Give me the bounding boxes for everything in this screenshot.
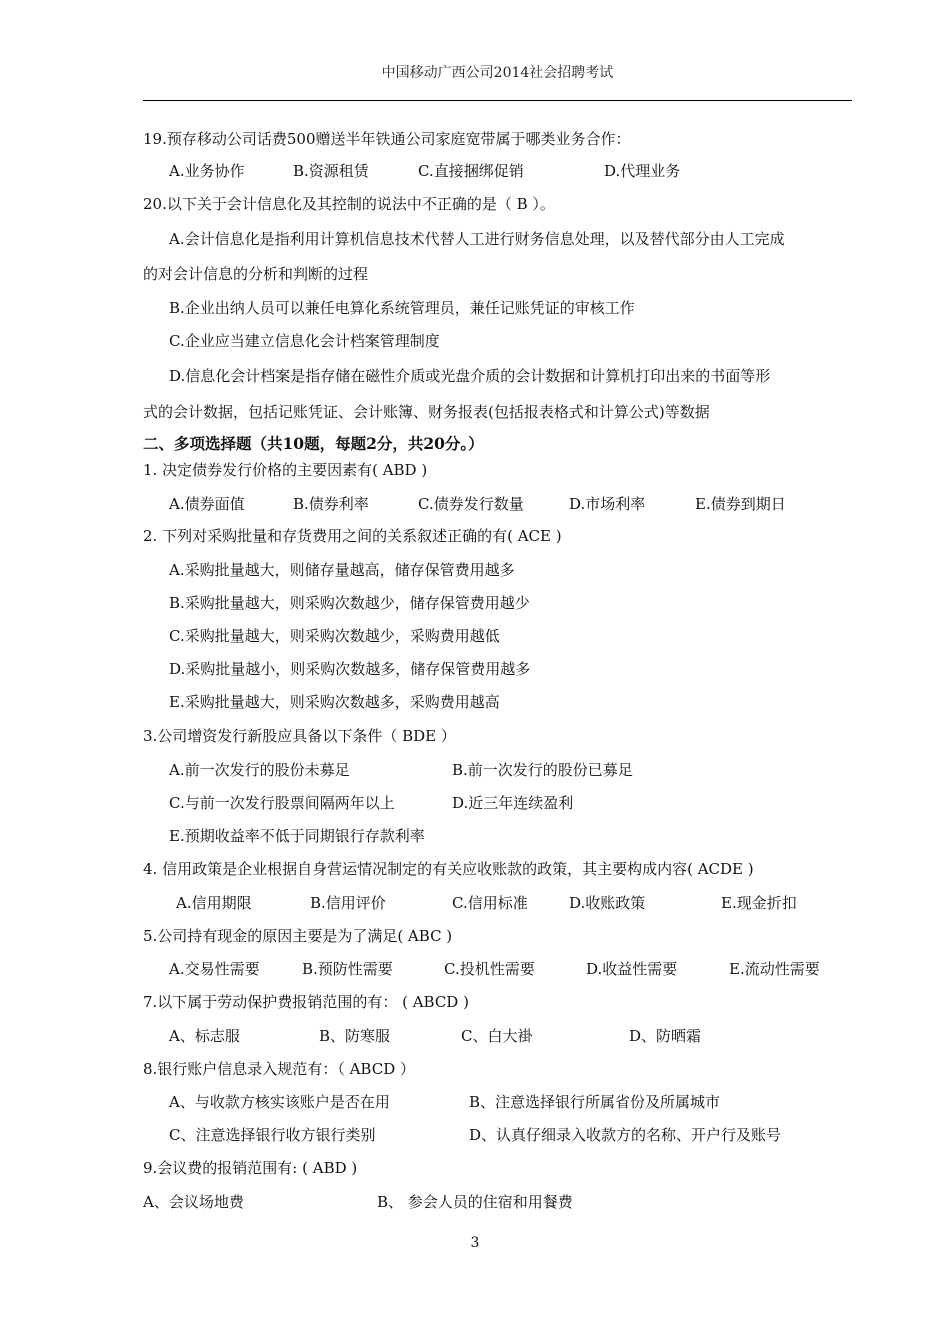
mq-2-option-a: A.采购批量越大，则储存量越高，储存保管费用越多: [169, 561, 515, 579]
mq-7-option-a: A、标志服: [169, 1027, 240, 1045]
mq-4-option-b: B.信用评价: [310, 894, 386, 912]
mq-1-option-a: A.债券面值: [169, 495, 245, 513]
question-19-option-b: B.资源租赁: [293, 162, 369, 180]
question-20-option-a-line2: 的对会计信息的分析和判断的过程: [143, 265, 369, 283]
mq-2-stem: 2. 下列对采购批量和存货费用之间的关系叙述正确的有( ACE ): [143, 527, 562, 545]
mq-3-option-c: C.与前一次发行股票间隔两年以上: [169, 794, 395, 812]
mq-5-option-d: D.收益性需要: [586, 960, 678, 978]
mq-3-stem: 3.公司增资发行新股应具备以下条件（ BDE ）: [143, 727, 456, 745]
mq-8-option-d: D、认真仔细录入收款方的名称、开户行及账号: [469, 1126, 782, 1144]
question-20-option-b: B.企业出纳人员可以兼任电算化系统管理员，兼任记账凭证的审核工作: [169, 299, 635, 317]
mq-1-option-b: B.债券利率: [293, 495, 369, 513]
mq-1-option-d: D.市场利率: [569, 495, 646, 513]
mq-2-option-c: C.采购批量越大，则采购次数越少，采购费用越低: [169, 627, 500, 645]
mq-3-option-a: A.前一次发行的股份未募足: [169, 761, 350, 779]
mq-1-option-c: C.债券发行数量: [418, 495, 524, 513]
mq-7-stem: 7.以下属于劳动保护费报销范围的有： ( ABCD ): [143, 993, 469, 1011]
page-header-title: 中国移动广西公司2014社会招聘考试: [381, 65, 614, 81]
question-20-option-a-line1: A.会计信息化是指利用计算机信息技术代替人工进行财务信息处理，以及替代部分由人工完成: [169, 230, 785, 248]
mq-8-stem: 8.银行账户信息录入规范有：（ ABCD ）: [143, 1060, 415, 1078]
question-19-option-c: C.直接捆绑促销: [418, 162, 524, 180]
mq-5-option-b: B.预防性需要: [302, 960, 393, 978]
mq-2-option-b: B.采购批量越大，则采购次数越少，储存保管费用越少: [169, 594, 530, 612]
question-20-option-d-line1: D.信息化会计档案是指存储在磁性介质或光盘介质的会计数据和计算机打印出来的书面等形: [169, 367, 771, 385]
mq-4-option-c: C.信用标准: [452, 894, 528, 912]
question-19-stem: 19.预存移动公司话费500赠送半年铁通公司家庭宽带属于哪类业务合作：: [143, 130, 631, 148]
mq-1-option-e: E.债券到期日: [695, 495, 786, 513]
mq-3-option-d: D.近三年连续盈利: [452, 794, 574, 812]
question-20-option-d-line2: 式的会计数据，包括记账凭证、会计账簿、财务报表(包括报表格式和计算公式)等数据: [143, 403, 710, 421]
mq-5-option-a: A.交易性需要: [169, 960, 260, 978]
mq-5-option-e: E.流动性需要: [729, 960, 820, 978]
mq-8-option-c: C、注意选择银行收方银行类别: [169, 1126, 376, 1144]
page-number: 3: [470, 1235, 480, 1251]
question-19-option-a: A.业务协作: [169, 162, 245, 180]
mq-4-option-a: A.信用期限: [176, 894, 252, 912]
mq-8-option-a: A、与收款方核实该账户是否在用: [169, 1093, 390, 1111]
mq-5-stem: 5.公司持有现金的原因主要是为了满足( ABC ): [143, 927, 453, 945]
mq-4-option-d: D.收账政策: [569, 894, 646, 912]
header-divider: [143, 100, 852, 101]
mq-9-option-a: A、会议场地费: [143, 1193, 244, 1211]
mq-5-option-c: C.投机性需要: [444, 960, 535, 978]
section-2-heading: 二、多项选择题（共10题，每题2分，共20分。）: [143, 434, 484, 453]
mq-4-option-e: E.现金折扣: [721, 894, 797, 912]
mq-4-stem: 4. 信用政策是企业根据自身营运情况制定的有关应收账款的政策，其主要构成内容( ACDE ): [143, 860, 754, 878]
mq-3-option-b: B.前一次发行的股份已募足: [452, 761, 633, 779]
mq-1-stem: 1. 决定债券发行价格的主要因素有( ABD ): [143, 461, 428, 479]
mq-9-option-b: B、 参会人员的住宿和用餐费: [377, 1193, 573, 1211]
mq-3-option-e: E.预期收益率不低于同期银行存款利率: [169, 827, 425, 845]
mq-7-option-b: B、防寒服: [319, 1027, 391, 1045]
mq-8-option-b: B、注意选择银行所属省份及所属城市: [469, 1093, 721, 1111]
mq-7-option-c: C、白大褂: [461, 1027, 533, 1045]
question-20-stem: 20.以下关于会计信息化及其控制的说法中不正确的是（ B ）。: [143, 195, 555, 213]
question-19-option-d: D.代理业务: [604, 162, 681, 180]
mq-7-option-d: D、防晒霜: [629, 1027, 702, 1045]
mq-2-option-e: E.采购批量越大，则采购次数越多，采购费用越高: [169, 693, 500, 711]
mq-9-stem: 9.会议费的报销范围有: ( ABD ): [143, 1159, 358, 1177]
mq-2-option-d: D.采购批量越小，则采购次数越多，储存保管费用越多: [169, 660, 531, 678]
question-20-option-c: C.企业应当建立信息化会计档案管理制度: [169, 332, 440, 350]
